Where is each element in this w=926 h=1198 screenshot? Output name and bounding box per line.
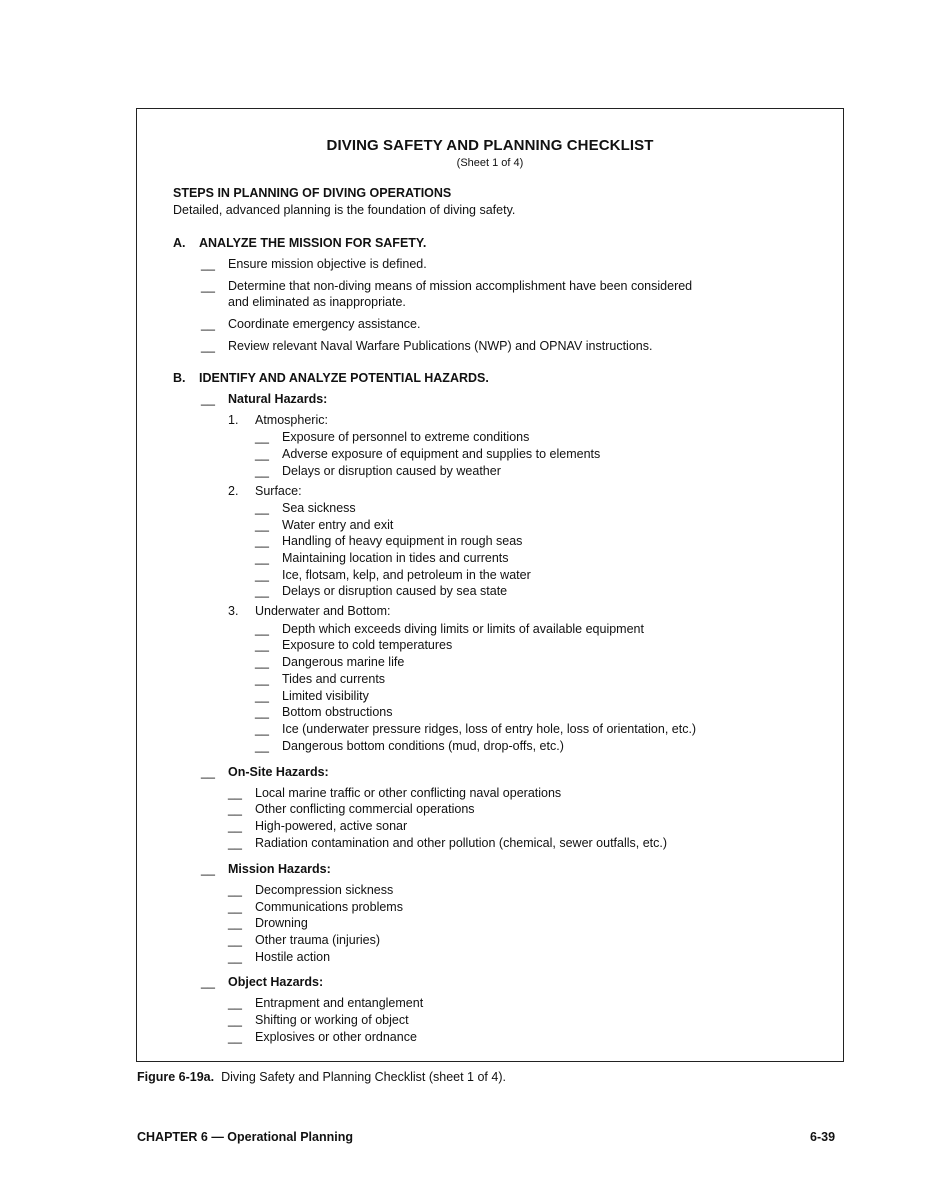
checkbox-blank[interactable]: __ [255, 739, 269, 753]
checkbox-blank[interactable]: __ [255, 518, 269, 532]
list-item: Entrapment and entanglement [255, 996, 424, 1010]
checkbox-blank[interactable]: __ [228, 836, 242, 850]
checkbox-blank[interactable]: __ [201, 257, 215, 271]
list-item: Delays or disruption caused by weather [282, 464, 501, 478]
checkbox-blank[interactable]: __ [228, 900, 242, 914]
list-item: Other trauma (injuries) [255, 933, 381, 947]
checkbox-blank[interactable]: __ [228, 916, 242, 930]
list-item: Tides and currents [282, 672, 386, 686]
list-item: Ice (underwater pressure ridges, loss of entry hole, loss of orientation, etc.) [282, 722, 697, 736]
list-item: Water entry and exit [282, 518, 394, 532]
sheet-number: (Sheet 1 of 4) [456, 157, 524, 169]
list-item: Local marine traffic or other conflicting naval operations [255, 786, 562, 800]
subsection-number: 2. [228, 484, 239, 498]
list-item: Bottom obstructions [282, 705, 393, 719]
checkbox-blank[interactable]: __ [255, 638, 269, 652]
list-item: Depth which exceeds diving limits or limits of available equipment [282, 622, 644, 636]
subsection-number: 1. [228, 413, 239, 427]
list-item-continued: and eliminated as inappropriate. [228, 295, 406, 309]
figure-caption-text: Diving Safety and Planning Checklist (sheet 1 of 4). [221, 1070, 506, 1084]
chapter-footer: CHAPTER 6 — Operational Planning [137, 1130, 353, 1144]
list-item: Exposure to cold temperatures [282, 638, 453, 652]
list-item: Other conflicting commercial operations [255, 802, 475, 816]
underwater-label: Underwater and Bottom: [255, 604, 391, 618]
surface-label: Surface: [255, 484, 302, 498]
checkbox-blank[interactable]: __ [255, 622, 269, 636]
checkbox-blank[interactable]: __ [201, 392, 215, 406]
checklist-title: DIVING SAFETY AND PLANNING CHECKLIST [326, 137, 654, 154]
figure-caption [137, 1070, 506, 1084]
checkbox-blank[interactable]: __ [228, 996, 242, 1010]
checkbox-blank[interactable]: __ [255, 705, 269, 719]
list-item: Communications problems [255, 900, 403, 914]
checkbox-blank[interactable]: __ [255, 534, 269, 548]
page-number: 6-39 [810, 1130, 836, 1144]
checkbox-blank[interactable]: __ [228, 786, 242, 800]
checkbox-blank[interactable]: __ [255, 672, 269, 686]
checkbox-blank[interactable]: __ [228, 933, 242, 947]
checkbox-blank[interactable]: __ [201, 317, 215, 331]
checkbox-blank[interactable]: __ [201, 975, 215, 989]
natural-hazards-heading: Natural Hazards: [228, 392, 328, 406]
checkbox-blank[interactable]: __ [255, 655, 269, 669]
checkbox-blank[interactable]: __ [255, 689, 269, 703]
checkbox-blank[interactable]: __ [201, 765, 215, 779]
intro-heading: STEPS IN PLANNING OF DIVING OPERATIONS [173, 186, 452, 200]
intro-text: Detailed, advanced planning is the foundation of diving safety. [173, 203, 516, 217]
section-b-letter: B. [173, 371, 186, 385]
checkbox-blank[interactable]: __ [228, 819, 242, 833]
list-item: Adverse exposure of equipment and supplies to elements [282, 447, 601, 461]
checkbox-blank[interactable]: __ [201, 279, 215, 293]
list-item: Dangerous marine life [282, 655, 405, 669]
checkbox-blank[interactable]: __ [228, 883, 242, 897]
list-item: High-powered, active sonar [255, 819, 408, 833]
checkbox-blank[interactable]: __ [255, 430, 269, 444]
checkbox-blank[interactable]: __ [255, 447, 269, 461]
checkbox-blank[interactable]: __ [255, 501, 269, 515]
object-hazards-heading: Object Hazards: [228, 975, 324, 989]
section-a-letter: A. [173, 236, 186, 250]
list-item: Review relevant Naval Warfare Publications (NWP) and OPNAV instructions. [228, 339, 653, 353]
onsite-hazards-heading: On-Site Hazards: [228, 765, 329, 779]
checkbox-blank[interactable]: __ [201, 339, 215, 353]
section-b-title: IDENTIFY AND ANALYZE POTENTIAL HAZARDS. [199, 371, 489, 385]
list-item: Determine that non-diving means of mission accomplishment have been considered [228, 279, 693, 293]
list-item: Hostile action [255, 950, 331, 964]
list-item: Sea sickness [282, 501, 356, 515]
checkbox-blank[interactable]: __ [201, 862, 215, 876]
subsection-number: 3. [228, 604, 239, 618]
checkbox-blank[interactable]: __ [228, 802, 242, 816]
list-item: Delays or disruption caused by sea state [282, 584, 508, 598]
list-item: Explosives or other ordnance [255, 1030, 417, 1044]
list-item: Ice, flotsam, kelp, and petroleum in the water [282, 568, 531, 582]
list-item: Shifting or working of object [255, 1013, 409, 1027]
checkbox-blank[interactable]: __ [255, 722, 269, 736]
checkbox-blank[interactable]: __ [255, 568, 269, 582]
list-item: Exposure of personnel to extreme conditions [282, 430, 530, 444]
list-item: Ensure mission objective is defined. [228, 257, 427, 271]
figure-number: Figure 6-19a. [137, 1070, 215, 1084]
list-item: Maintaining location in tides and currents [282, 551, 509, 565]
checkbox-blank[interactable]: __ [228, 950, 242, 964]
atmospheric-label: Atmospheric: [255, 413, 328, 427]
checkbox-blank[interactable]: __ [228, 1013, 242, 1027]
list-item: Decompression sickness [255, 883, 394, 897]
list-item: Limited visibility [282, 689, 369, 703]
section-a-title: ANALYZE THE MISSION FOR SAFETY. [199, 236, 427, 250]
checkbox-blank[interactable]: __ [255, 551, 269, 565]
list-item: Coordinate emergency assistance. [228, 317, 421, 331]
list-item: Handling of heavy equipment in rough seas [282, 534, 523, 548]
checklist-frame [136, 108, 844, 1062]
checkbox-blank[interactable]: __ [255, 584, 269, 598]
mission-hazards-heading: Mission Hazards: [228, 862, 331, 876]
list-item: Dangerous bottom conditions (mud, drop-offs, etc.) [282, 739, 564, 753]
checkbox-blank[interactable]: __ [228, 1030, 242, 1044]
list-item: Drowning [255, 916, 308, 930]
list-item: Radiation contamination and other pollution (chemical, sewer outfalls, etc.) [255, 836, 668, 850]
checkbox-blank[interactable]: __ [255, 464, 269, 478]
